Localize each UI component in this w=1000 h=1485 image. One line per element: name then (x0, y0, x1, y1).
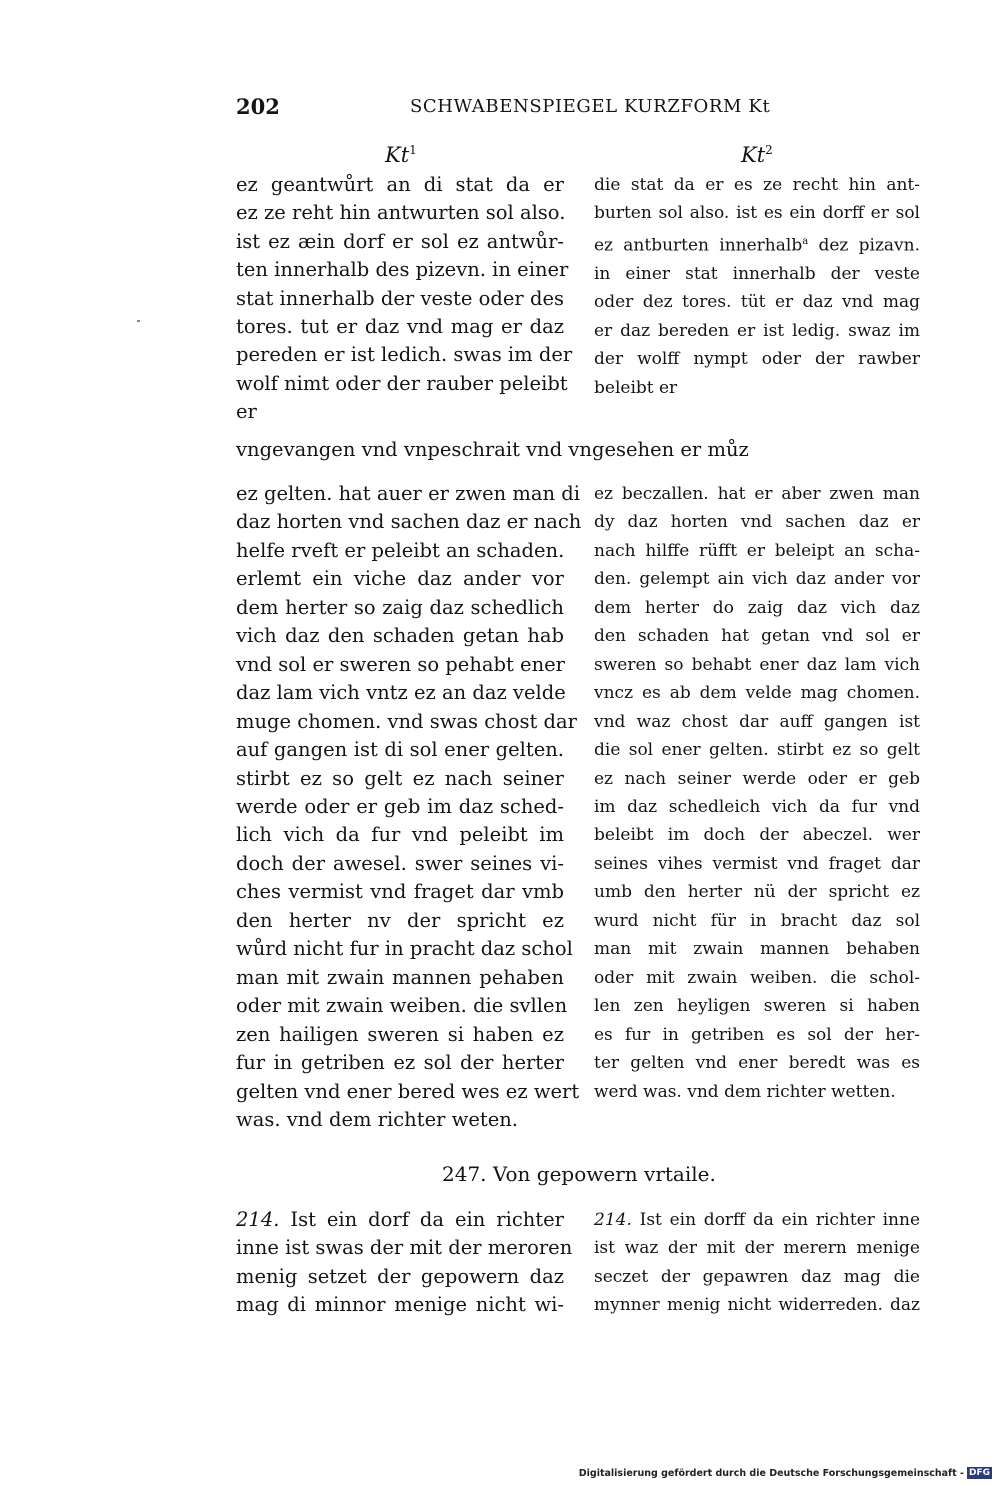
text-line: umb den herter nü der spricht ez (594, 882, 920, 903)
text-line: wurd nicht für in bracht daz sol (594, 910, 920, 931)
text-line: seines vihes vermist vnd fraget dar (594, 853, 920, 874)
lower-right-text (594, 1206, 920, 1320)
funding-text: Digitalisierung gefördert durch die Deutsche Forschungsgemeinschaft - (578, 1467, 964, 1479)
text-segment: Ist ein dorff da ein richter inne (639, 1210, 921, 1230)
text-line: man mit zwain mannen pehaben (236, 965, 564, 989)
text-line: oder dez tores. tüt er daz vnd mag (594, 292, 920, 313)
text-line-article-start (594, 1206, 920, 1234)
right-heading-base: Kt (741, 143, 766, 167)
text-line: burten sol also. ist es ein dorff er sol (594, 203, 920, 224)
funding-footer (579, 1467, 992, 1479)
upper-right-text (594, 171, 920, 402)
text-line: stat innerhalb der veste oder des (236, 286, 564, 310)
text-line: ist ez æin dorf er sol ez antwůr- (236, 229, 564, 253)
text-line: daz horten vnd sachen daz er nach (236, 510, 582, 534)
article-number: 214. (236, 1208, 280, 1231)
shared-text-line: vngevangen vnd vnpeschrait vnd vngesehen er můz (236, 438, 749, 461)
text-line: oder mit zwain weiben. die svllen (236, 994, 568, 1018)
text-line: ez nach seiner werde oder er geb (594, 768, 920, 789)
text-line: oder mit zwain weiben. die schol- (594, 967, 920, 988)
text-line: werde oder er geb im daz sched- (236, 794, 564, 818)
text-line: auf gangen ist di sol ener gelten. (236, 738, 564, 762)
text-line: vich daz den schaden getan hab (236, 624, 564, 648)
section-number: 247. (442, 1162, 487, 1186)
text-line: dem herter so zaig daz schedlich (236, 595, 564, 619)
text-line: mag di minnor menige nicht wi- (236, 1293, 564, 1317)
text-line: den schaden hat getan vnd sol er (594, 626, 920, 647)
text-line: zen hailigen sweren si haben ez (236, 1022, 564, 1046)
running-title: SCHWABENSPIEGEL KURZFORM Kt (410, 96, 771, 117)
text-line: ez ze reht hin antwurten sol also. (236, 201, 566, 225)
footnote-marker: a (802, 235, 809, 247)
text-line: erlemt ein viche daz ander vor (236, 567, 564, 591)
text-line: was. vnd dem richter weten. (236, 1107, 518, 1131)
text-line: len zen heyligen sweren si haben (594, 996, 920, 1017)
text-line: wůrd nicht fur in pracht daz schol (236, 937, 573, 961)
text-line: stirbt ez so gelt ez nach seiner (236, 766, 564, 790)
text-line: man mit zwain mannen behaben (594, 939, 920, 960)
text-line: er (236, 400, 257, 424)
text-line: im daz schedleich vich da fur vnd (594, 796, 920, 817)
text-line: lich vich da fur vnd peleibt im (236, 823, 564, 847)
upper-left-text (236, 171, 573, 427)
text-line: vnd sol er sweren so pehabt ener (236, 652, 565, 676)
text-line: helfe rveft er peleibt an schaden. (236, 538, 565, 562)
middle-left-text (236, 480, 582, 1134)
text-line: nach hilffe rüfft er beleipt an scha- (594, 540, 920, 561)
text-line: in einer stat innerhalb der veste (594, 263, 920, 284)
middle-right-text (594, 480, 920, 1106)
text-line: dem herter do zaig daz vich daz (594, 597, 920, 618)
left-heading-base: Kt (385, 143, 410, 167)
text-line: muge chomen. vnd swas chost dar (236, 709, 577, 733)
text-line-article-start (236, 1206, 564, 1234)
text-line: den herter nv der spricht ez (236, 908, 564, 932)
scan-speck (137, 320, 140, 322)
section-title-text: Von gepowern vrtaile. (492, 1162, 716, 1186)
text-line: ez beczallen. hat er aber zwen man (594, 484, 920, 504)
right-heading-sup: 2 (765, 143, 773, 157)
text-line: ten innerhalb des pizevn. in einer (236, 258, 569, 282)
text-line: gelten vnd ener bered wes ez wert (236, 1079, 580, 1103)
text-line: ches vermist vnd fraget dar vmb (236, 880, 564, 904)
text-line: menig setzet der gepowern daz (236, 1264, 564, 1288)
page-number: 202 (236, 94, 280, 119)
text-segment: ez antburten innerhalb (594, 235, 803, 256)
text-line: die stat da er es ze recht hin ant- (594, 175, 920, 195)
section-heading (442, 1162, 716, 1186)
left-heading-sup: 1 (409, 143, 417, 157)
text-line: ez gelten. hat auer er zwen man di (236, 482, 580, 505)
article-number: 214. (594, 1210, 632, 1230)
text-line: ez geantwůrt an di stat da er (236, 173, 564, 196)
text-line: werd was. vnd dem richter wetten. (594, 1081, 896, 1102)
dfg-logo: DFG (968, 1468, 990, 1478)
text-line: ter gelten vnd ener beredt was es (594, 1053, 920, 1074)
text-line: ist waz der mit der merern menige (594, 1238, 920, 1259)
text-line: beleibt im doch der abeczel. wer (594, 825, 920, 846)
text-line: seczet der gepawren daz mag die (594, 1266, 920, 1287)
text-line: den. gelempt ain vich daz ander vor (594, 569, 920, 590)
text-line: wolf nimt oder der rauber peleibt (236, 371, 568, 395)
text-segment: dez pizavn. (808, 235, 921, 256)
text-line: die sol ener gelten. stirbt ez so gelt (594, 740, 920, 761)
text-line: tores. tut er daz vnd mag er daz (236, 315, 564, 339)
right-column-heading (741, 143, 773, 167)
text-line: sweren so behabt ener daz lam vich (594, 654, 920, 675)
text-segment: Ist ein dorf da ein richter (290, 1208, 564, 1231)
text-line: fur in getriben ez sol der herter (236, 1051, 564, 1075)
text-line: vncz es ab dem velde mag chomen. (594, 683, 920, 704)
text-line: es fur in getriben es sol der her- (594, 1024, 920, 1045)
text-line: beleibt er (594, 377, 678, 398)
left-column-heading (385, 143, 417, 167)
text-line: vnd waz chost dar auff gangen ist (594, 711, 920, 732)
text-line: daz lam vich vntz ez an daz velde (236, 681, 566, 705)
text-line: doch der awesel. swer seines vi- (236, 851, 564, 875)
text-line-with-footnote (594, 228, 920, 260)
text-line: pereden er ist ledich. swas im der (236, 343, 573, 367)
text-line: der wolff nympt oder der rawber (594, 349, 920, 370)
lower-left-text (236, 1206, 573, 1320)
text-line: inne ist swas der mit der meroren (236, 1236, 573, 1260)
text-line: er daz bereden er ist ledig. swaz im (594, 320, 920, 341)
text-line: mynner menig nicht widerreden. daz (594, 1295, 920, 1316)
text-line: dy daz horten vnd sachen daz er (594, 512, 920, 533)
